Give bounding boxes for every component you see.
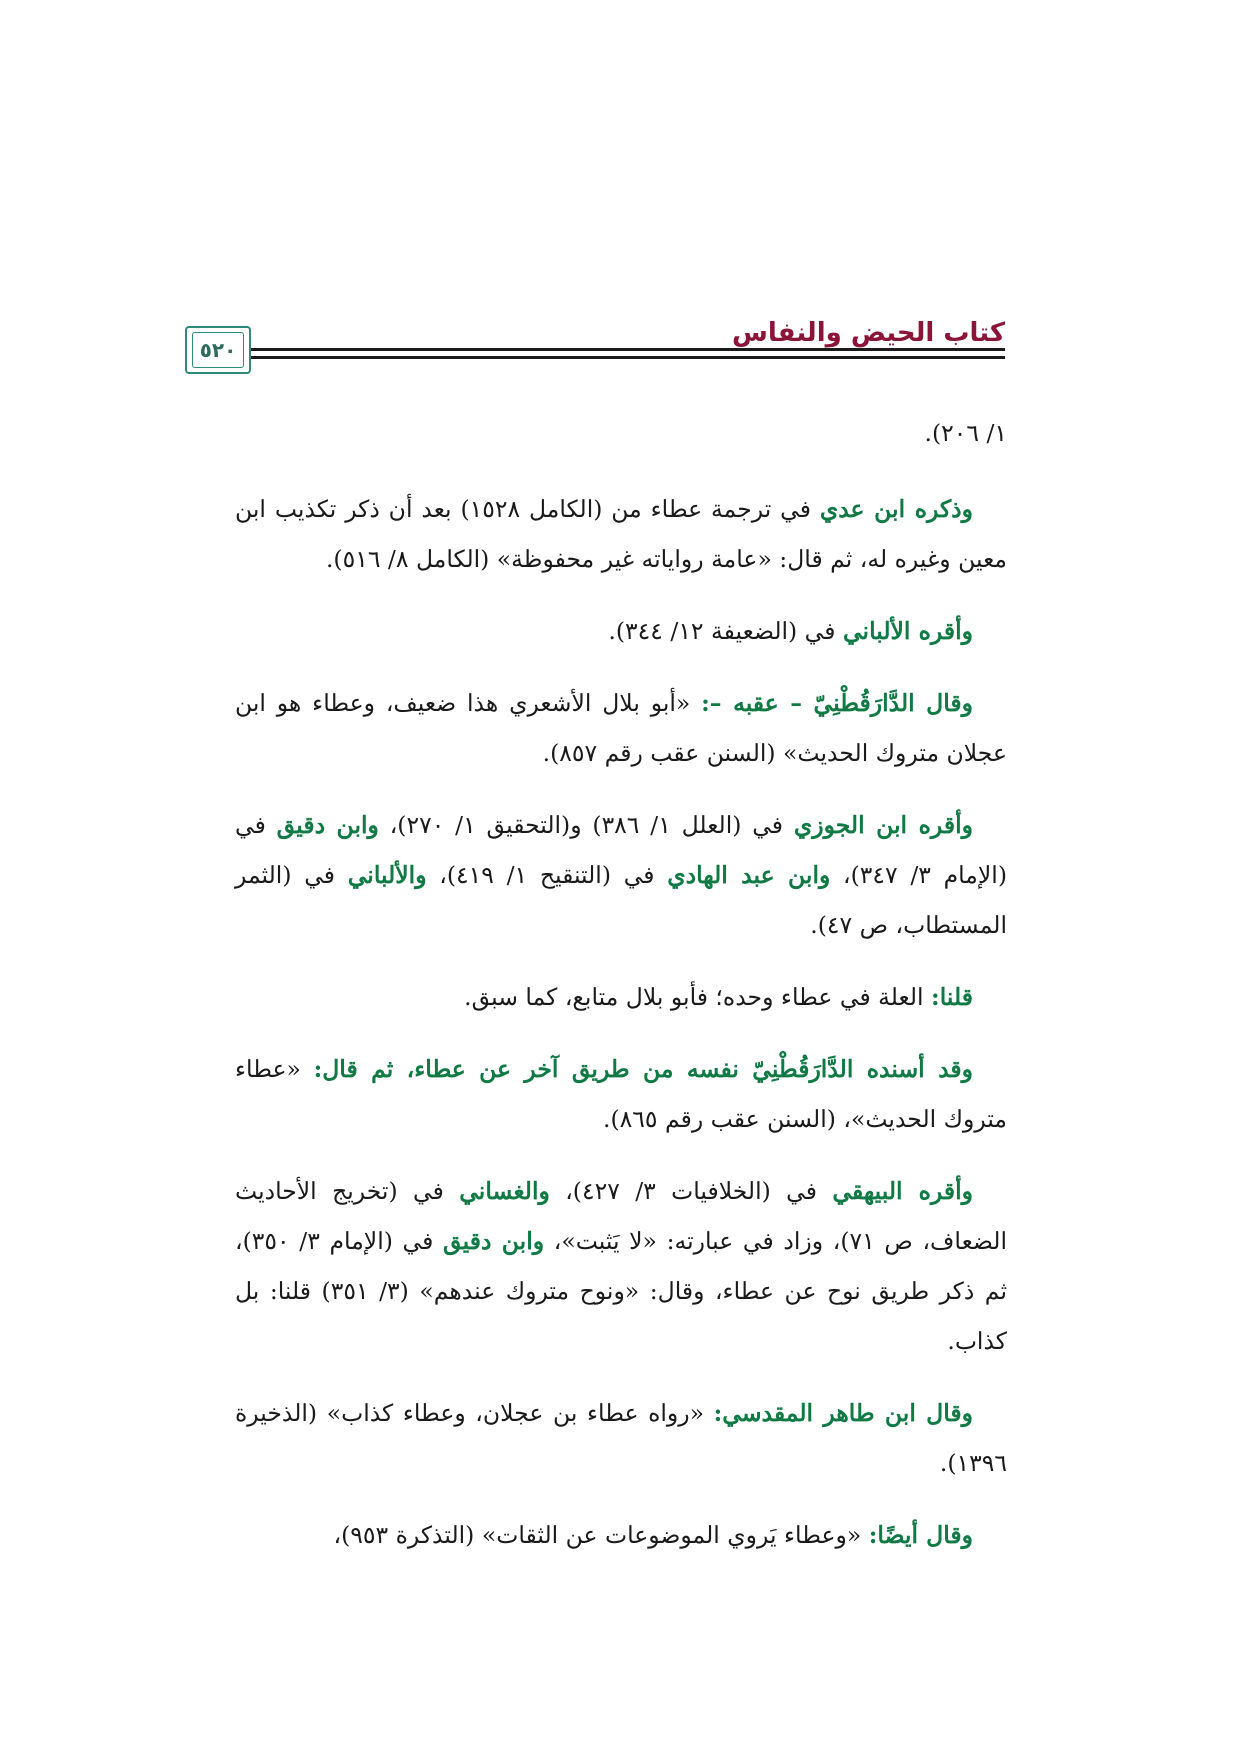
text-run: في (الخلافيات ٣/ ٤٢٧)، xyxy=(549,1177,833,1205)
text-run: ١/ ٢٠٦). xyxy=(924,419,1007,447)
text-run: في (تخريج الأحاديث الضعاف، ص ٧١)، وزاد في عبارته: «لا يَثبت»، xyxy=(235,1177,1007,1255)
emphasized-name: وأقره الألباني xyxy=(842,617,973,645)
text-run: في (التنقيح ١/ ٤١٩)، xyxy=(426,861,668,889)
emphasized-name: وابن عبد الهادي xyxy=(667,861,831,889)
body-text xyxy=(235,408,1007,1582)
emphasized-name: وذكره ابن عدي xyxy=(819,495,973,523)
emphasized-name: وابن دقيق xyxy=(443,1227,545,1255)
text-run: في (العلل ١/ ٣٨٦) و(التحقيق ١/ ٢٧٠)، xyxy=(378,811,794,839)
page-header xyxy=(199,318,1005,384)
text-run: في ترجمة عطاء من (الكامل ١٥٢٨) بعد أن ذكر تكذيب ابن معين وغيره له، ثم قال: «عامة رواياته غير محفوظة» (الكامل ٨/ ٥١٦). xyxy=(235,495,1007,573)
emphasized-name: وقد أسنده الدَّارَقُطْنِيّ نفسه من طريق آخر عن عطاء، ثم قال: xyxy=(313,1055,973,1083)
paragraph xyxy=(235,678,1007,778)
paragraph xyxy=(235,1044,1007,1144)
emphasized-name: قلنا: xyxy=(931,983,973,1011)
header-rule-top xyxy=(237,348,1005,351)
emphasized-name: وأقره البيهقي xyxy=(832,1177,974,1205)
emphasized-name: وقال ابن طاهر المقدسي: xyxy=(713,1399,973,1427)
text-run: العلة في عطاء وحده؛ فأبو بلال متابع، كما سبق. xyxy=(464,983,932,1011)
text-run: في (الضعيفة ١٢/ ٣٤٤). xyxy=(608,617,843,645)
paragraph xyxy=(235,1510,1007,1560)
emphasized-name: والغساني xyxy=(459,1177,550,1205)
text-run: «وعطاء يَروي الموضوعات عن الثقات» (التذكرة ٩٥٣)، xyxy=(333,1521,869,1549)
text-run: في (الإمام ٣/ ٣٤٧)، xyxy=(235,811,1007,889)
paragraph xyxy=(235,800,1007,950)
text-run: في (الإمام ٣/ ٣٥٠)، ثم ذكر طريق نوح عن عطاء، وقال: «ونوح متروك عندهم» (٣/ ٣٥١) قلنا: بل كذاب. xyxy=(235,1227,1007,1355)
text-run: «رواه عطاء بن عجلان، وعطاء كذاب» (الذخيرة ١٣٩٦). xyxy=(235,1399,1007,1477)
text-run: «عطاء متروك الحديث»، (السنن عقب رقم ٨٦٥). xyxy=(235,1055,1007,1133)
book-title: كتاب الحيض والنفاس xyxy=(731,318,1005,348)
emphasized-name: وقال الدَّارَقُطْنِيّ – عقبه –: xyxy=(701,689,973,717)
text-run: في (الثمر المستطاب، ص ٤٧). xyxy=(235,861,1007,939)
paragraph xyxy=(235,408,1007,458)
emphasized-name: وأقره ابن الجوزي xyxy=(793,811,974,839)
paragraph xyxy=(235,606,1007,656)
paragraph xyxy=(235,484,1007,584)
paragraph xyxy=(235,1166,1007,1366)
page-number-frame xyxy=(185,326,251,374)
page-number: ٥٢٠ xyxy=(192,332,244,368)
paragraph xyxy=(235,972,1007,1022)
emphasized-name: وقال أيضًا: xyxy=(868,1521,973,1549)
emphasized-name: وابن دقيق xyxy=(276,811,379,839)
paragraph xyxy=(235,1388,1007,1488)
emphasized-name: والألباني xyxy=(347,861,427,889)
text-run: «أبو بلال الأشعري هذا ضعيف، وعطاء هو ابن عجلان متروك الحديث» (السنن عقب رقم ٨٥٧). xyxy=(235,689,1007,767)
header-rule-bottom xyxy=(237,356,1005,359)
